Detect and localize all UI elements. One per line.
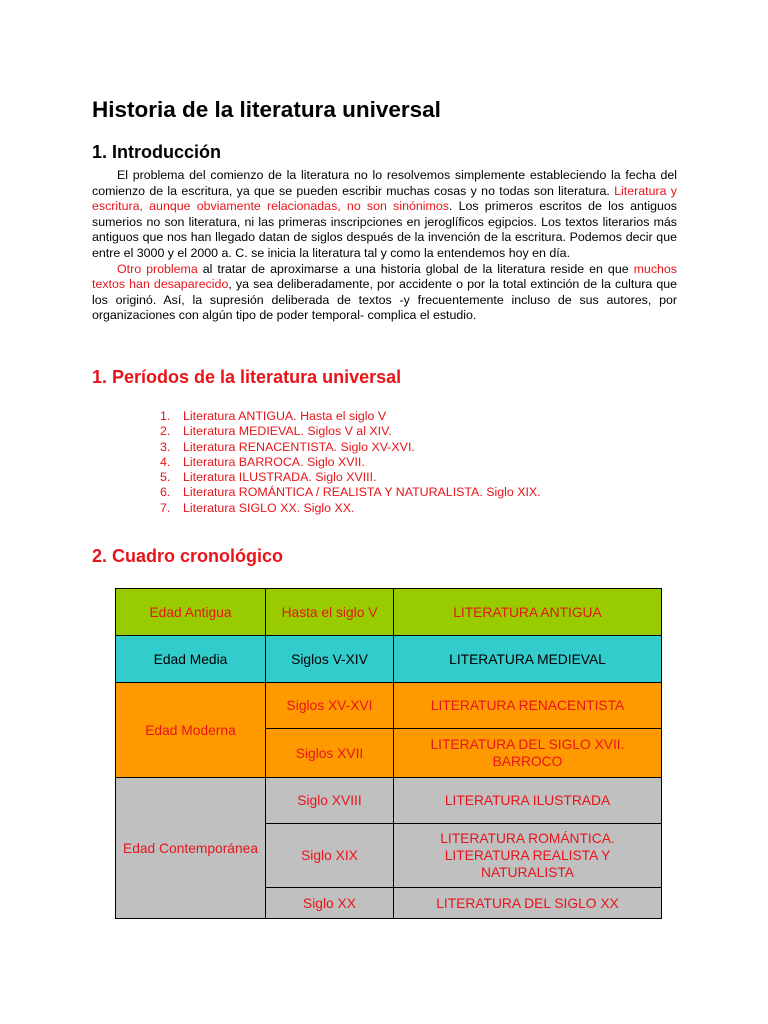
siglo-cell: Siglos V-XIV [266,636,394,683]
list-item-text: Literatura ANTIGUA. Hasta el siglo V [183,409,387,423]
table-row [116,683,662,729]
list-item [150,409,541,424]
table-row [116,589,662,636]
list-item [150,440,541,455]
siglo-cell: Siglo XX [266,888,394,919]
list-item-number: 4. [160,454,171,469]
list-item-number: 3. [160,439,171,454]
cuadro-heading: 2. Cuadro cronológico [92,546,284,566]
siglo-cell: Siglo XVIII [266,778,394,824]
periods-heading: 1. Períodos de la literatura universal [92,367,402,387]
siglo-cell: Hasta el siglo V [266,589,394,636]
edad-contemporanea-cell: Edad Contemporánea [116,778,266,919]
intro-p2-text-1: al tratar de aproximarse a una historia global de la literatura reside en que [197,261,634,276]
list-item-number: 7. [160,500,171,515]
intro-paragraph-1 [92,168,677,262]
intro-p2-highlight-2: muchos textos han desaparecido [92,261,677,292]
list-item-number: 2. [160,424,171,439]
literatura-cell: LITERATURA RENACENTISTA [394,683,662,729]
siglo-cell: Siglos XV-XVI [266,683,394,729]
siglo-cell: Siglo XIX [266,824,394,888]
list-item [150,470,541,485]
periods-list [150,409,541,516]
list-item-number: 5. [160,470,171,485]
literatura-cell: LITERATURA DEL SIGLO XVII. BARROCO [394,729,662,778]
literatura-cell: LITERATURA ROMÁNTICA. LITERATURA REALISTA Y NATURALISTA [394,824,662,888]
intro-p1-text-1: El problema del comienzo de la literatura no lo resolvemos simplemente estableciendo la fecha del comienzo de la escritura, ya que se pueden escribir muchas cosas y no todas son literatura. [92,168,677,198]
list-item-text: Literatura BARROCA. Siglo XVII. [183,454,365,469]
literatura-cell: LITERATURA MEDIEVAL [394,636,662,683]
siglo-cell: Siglos XVII [266,729,394,778]
list-item [150,501,541,516]
chronology-table [115,588,662,919]
intro-p1-text-2: . Los primeros escritos de los antiguos sumerios no son literatura, ni las primeras inscripciones en jeroglíficos egipcios. Los textos literarios más antiguos que nos han llegado datan de siglos después de la invención de la escritura. Podemos decir que entre el 3000 y el 2000 a. C. se inicia la literatura tal y como la entendemos hoy en día. [92,199,677,260]
intro-p2-text-2: , ya sea deliberadamente, por accidente o por la total extinción de la cultura que los originó. Así, la supresión deliberada de textos -y frecuentemente incluso de sus autores, por organizaciones con algún tipo de poder temporal- complica el estudio. [92,277,678,323]
list-item-text: Literatura ILUSTRADA. Siglo XVIII. [183,470,377,485]
list-item-text: Literatura RENACENTISTA. Siglo XV-XVI. [183,439,415,454]
page-title: Historia de la literatura universal [92,97,441,122]
intro-body [92,168,677,324]
intro-heading: 1. Introducción [92,142,222,162]
edad-moderna-cell: Edad Moderna [116,683,266,778]
edad-media-cell: Edad Media [116,636,266,683]
literatura-cell: LITERATURA DEL SIGLO XX [394,888,662,919]
literatura-cell: LITERATURA ANTIGUA [394,589,662,636]
list-item-number: 1. [160,409,171,423]
table-row [116,636,662,683]
intro-p2-highlight-1: Otro problema [117,261,198,276]
list-item [150,485,541,500]
literatura-cell: LITERATURA ILUSTRADA [394,778,662,824]
intro-p1-highlight: Literatura y escritura, aunque obviamente relacionadas, no son sinónimos [92,183,677,214]
list-item-text: Literatura ROMÁNTICA / REALISTA Y NATURALISTA. Siglo XIX. [183,485,541,500]
intro-paragraph-2 [92,262,677,324]
edad-antigua-cell: Edad Antigua [116,589,266,636]
list-item-text: Literatura MEDIEVAL. Siglos V al XIV. [183,424,392,439]
list-item [150,424,541,439]
table-row [116,778,662,824]
list-item-text: Literatura SIGLO XX. Siglo XX. [183,500,355,515]
list-item [150,455,541,470]
list-item-number: 6. [160,485,171,500]
